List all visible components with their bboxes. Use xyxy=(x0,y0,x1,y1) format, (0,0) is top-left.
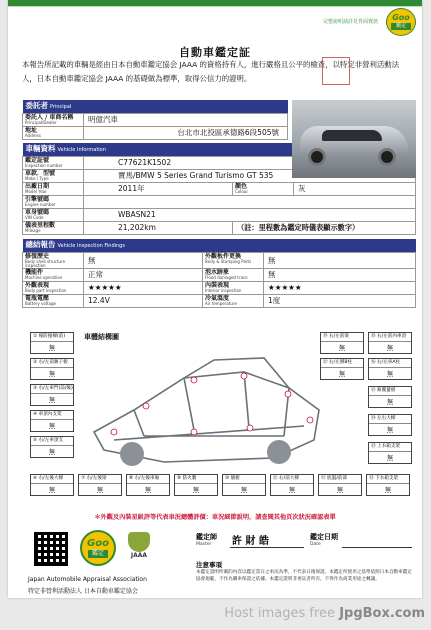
finding-value: 無 xyxy=(264,252,416,268)
goo-badge-icon xyxy=(386,8,416,36)
table-row: 外觀表現 Body part inspection ★★★★★ 內裝表現 Interior inspection ★★★★★ xyxy=(23,281,416,294)
notes-text: 本鑑定證明所載的內容以鑑定當日之車況為準，不代表日後保證。本鑑定所使用之基準依照日本自動車鑑定協會規範，不作為購車保證之依據。本鑑定證明非委託者所有，不得作為商業用途之轉讓。 xyxy=(196,570,412,582)
part-box: ⑥ 右/左後大樑 無 xyxy=(30,474,74,496)
make-type-value: 寶馬/BMW 5 Series Grand Turismo GT 535 xyxy=(84,169,416,182)
date-label: 鑑定日期 Date xyxy=(310,533,338,547)
table-row: 修復歷史 Body shell structure inspection 無 外觀板件更換 Body & Stamping Parts 無 xyxy=(23,252,416,268)
car-chassis-diagram-icon xyxy=(74,340,334,480)
badge-top: Goo xyxy=(392,13,410,22)
part-box: ⑬ 上水箱支架 無 xyxy=(368,442,412,464)
part-box: ⑪ 右/前大樑 無 xyxy=(270,474,314,496)
qr-code-icon[interactable] xyxy=(34,532,68,566)
goo-logo-icon: Goo 鑑定 xyxy=(80,530,116,566)
table-row: 地址 Address 台北市北投區承德路6段505號 xyxy=(23,126,288,139)
part-box: ⑬ 下水箱支架 無 xyxy=(366,474,410,496)
principal-table xyxy=(22,100,288,140)
part-box: ⑫ 底盤/前部 無 xyxy=(318,474,362,496)
divider xyxy=(342,547,412,548)
part-box: ③ 右/左車門(前/後) 無 xyxy=(30,384,74,406)
part-box: ⑯ 右/左車A柱 無 xyxy=(368,358,412,380)
badge-bottom: 鑑定 xyxy=(391,23,411,30)
part-box: ⑩ 儀板 無 xyxy=(222,474,266,496)
divider xyxy=(230,547,304,548)
table-row: 委託人 / 車商名稱 Principal/Dealer 明億汽車 xyxy=(23,113,288,126)
table-row: 鑑定証號 Inspection number C77621K1502 xyxy=(23,156,416,169)
top-light-bar xyxy=(8,6,422,7)
part-box: ⑱ 右/左前內車頂 無 xyxy=(368,332,412,354)
part-box: ⑭ 左右大樑 無 xyxy=(368,414,412,436)
part-box: ⑲ 右/左前梁 無 xyxy=(320,332,364,354)
inspection-number-value: C77621K1502 xyxy=(84,156,416,169)
engine-number-value xyxy=(84,195,416,208)
table-row: 車身號碼 VIN Code WBASN21 xyxy=(23,208,416,221)
header-tag: 完整說明請詳見背面資訊 xyxy=(322,19,378,25)
part-box: ⑤ 右/左車頂支 無 xyxy=(30,436,74,458)
finding-value: 無 xyxy=(84,252,203,268)
car-photo xyxy=(292,100,416,178)
part-box: ② 右/左前翼子板 無 xyxy=(30,358,74,380)
master-label: 鑑定師 Master xyxy=(196,533,217,547)
mileage-note: （註：里程數為鑑定時儀表顯示數字） xyxy=(233,221,416,234)
vin-value: WBASN21 xyxy=(84,208,416,221)
table-row: 儀表里程數 Mileage 21,202km （註：里程數為鑑定時儀表顯示數字） xyxy=(23,221,416,234)
table-row: 出廠日期 Model Year 2011年 顏色 Colour 灰 xyxy=(23,182,416,195)
association-name-en: Japan Automobile Appraisal Association xyxy=(28,576,147,583)
association-name-zh: 特定非營利活動法人 日本自動車鑑定協会 xyxy=(28,588,138,595)
principal-address-value: 台北市北投區承德路6段505號 xyxy=(84,126,288,139)
table-row: 引擎號碼 Engine number xyxy=(23,195,416,208)
jaaa-logo-icon: JAAA xyxy=(124,532,154,566)
part-box: ⑧ 右/左後車廂 無 xyxy=(126,474,170,496)
mileage-value: 21,202km xyxy=(84,221,233,234)
diagram-title: 車體結構圖 xyxy=(84,333,119,341)
findings-section-header: 總結報告 Vehicle Inspection Findings xyxy=(25,239,125,249)
watermark: Host images free JpgBox.com xyxy=(224,606,425,621)
intro-text: 本報告所記載的車輛是經由日本自動車鑑定協会 JAAA 的資格持有人，進行嚴格且公平的檢查，以特定非營利活動法人，日本自動車鑑定協会 JAAA 的基礎做為標準，取得公信力的證明。 xyxy=(22,60,400,83)
vehicle-section-header: 車輛資料 Vehicle Information xyxy=(25,143,106,153)
part-box: ⑨ 防火牆 無 xyxy=(174,474,218,496)
master-name: 許 財 皓 xyxy=(232,536,269,547)
part-box: ① 後防撞樑(前) 無 xyxy=(30,332,74,354)
findings-table xyxy=(22,239,416,308)
star-rating: ★★★★★ xyxy=(264,281,416,294)
page-title: 自動車鑑定証 xyxy=(179,46,251,59)
table-row: 機能件 Machine operation 正常 泡水跡象 Flood damaged trace 無 xyxy=(23,268,416,281)
finding-value: 1度 xyxy=(264,294,416,307)
table-row: 電瓶電壓 Battery voltage 12.4V 冷氣溫度 Air temperature 1度 xyxy=(23,294,416,307)
table-row: 車款．型號 Make / Type 寶馬/BMW 5 Series Grand Turismo GT 535 xyxy=(23,169,416,182)
part-box: ⑦ 右/左後梁 無 xyxy=(78,474,122,496)
principal-name-value: 明億汽車 xyxy=(84,113,288,126)
principal-section-header: 委託者 Principal xyxy=(25,100,72,110)
red-note: ＊外觀及內裝星級評等代表車況總體評價：車況細節說明，請查閱其他頁次狀況確認表單 xyxy=(94,514,336,521)
notes-title: 注意事項 xyxy=(196,561,222,569)
part-box: ⑮ 鈑覆蓋板 無 xyxy=(368,386,412,408)
finding-value: 12.4V xyxy=(84,294,203,307)
signature-row xyxy=(196,532,416,550)
seal-stamp-icon xyxy=(322,57,350,85)
star-rating: ★★★★★ xyxy=(84,281,203,294)
part-box: ④ 車頂內支架 無 xyxy=(30,410,74,432)
colour-value: 灰 xyxy=(294,182,416,195)
part-box: ⑰ 右/左側B柱 無 xyxy=(320,358,364,380)
finding-value: 無 xyxy=(264,268,416,281)
finding-value: 正常 xyxy=(84,268,203,281)
model-year-value: 2011年 xyxy=(84,182,233,195)
certificate-sheet xyxy=(8,0,422,598)
